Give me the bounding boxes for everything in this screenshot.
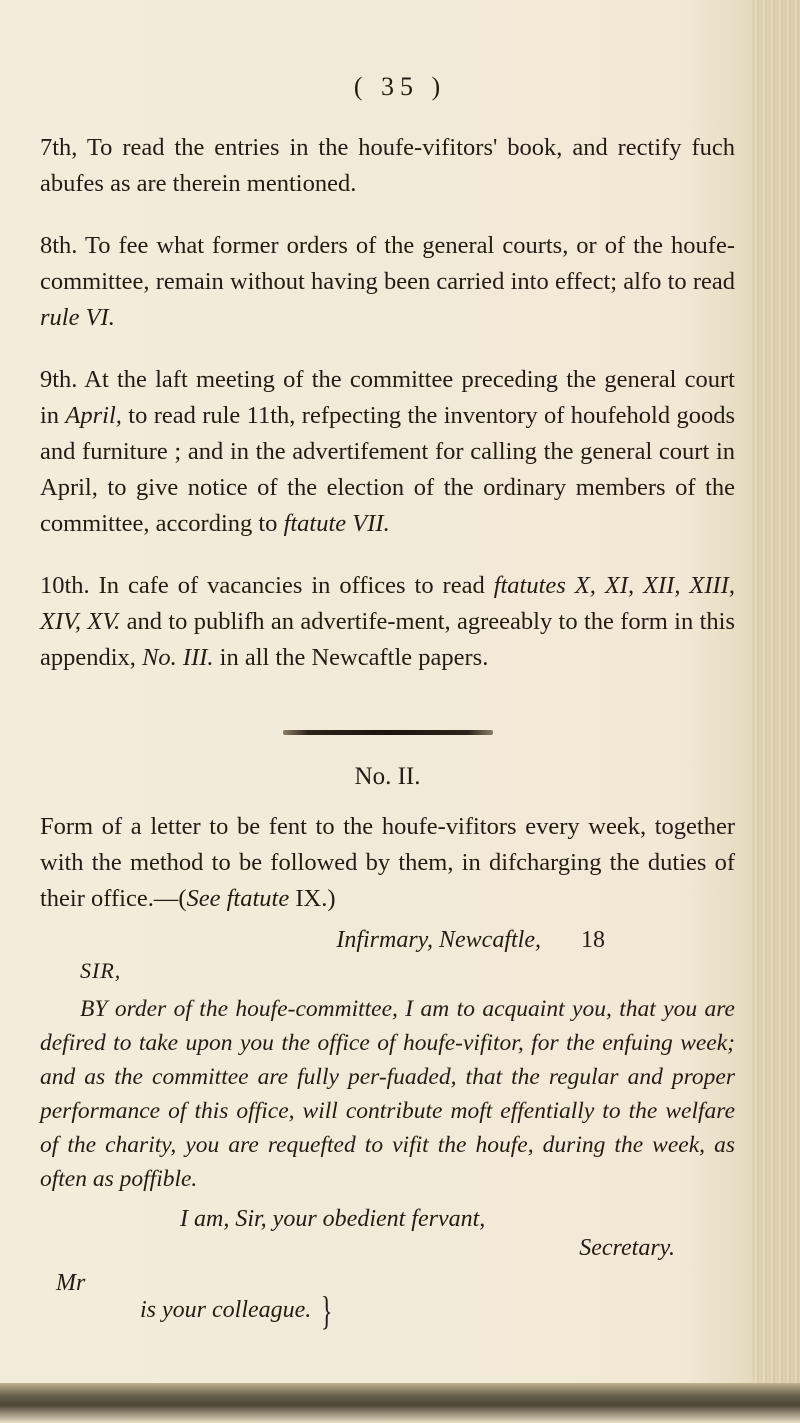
- paragraph-item-9: 9th. At the laft meeting of the committee preceding the general court in April, to read rule 11th, refpecting the inventory of houfehold goods and furniture ; and in the advertifement for calling the general court in April, to give notice of the election of the ordinary members of the committee, according to ftatute VII.: [40, 366, 735, 537]
- addressee-label: Mr: [56, 1270, 86, 1296]
- rule-reference: rule VI.: [40, 304, 115, 331]
- letter-closing: I am, Sir, your obedient fervant,: [180, 1206, 486, 1232]
- letter-dateline: Infirmary, Newcaftle, 18: [336, 927, 605, 953]
- appendix-reference: No. III.: [142, 644, 214, 671]
- colleague-line: is your colleague. }: [140, 1288, 333, 1334]
- letter-signature-title: Secretary.: [579, 1235, 675, 1261]
- form-intro: Form of a letter to be fent to the houfe-vifitors every week, together with the method to be followed by them, in difcharging the duties of their office.—(See ftatute IX.): [40, 813, 735, 912]
- statutes-reference: ftatutes X, XI, XII, XIII, XIV, XV.: [40, 572, 736, 635]
- paragraph-item-7: 7th, To read the entries in the houfe-vifitors' book, and rectify fuch abufes as are therein mentioned.: [40, 134, 735, 197]
- page-number: ( 35 ): [353, 72, 447, 101]
- dateline-year: 18: [581, 927, 605, 953]
- month-reference: April,: [65, 402, 122, 429]
- page-edge: [752, 0, 800, 1423]
- page-bottom-edge: [0, 1383, 800, 1423]
- section-divider: [283, 730, 493, 735]
- paragraph-item-10: 10th. In cafe of vacancies in offices to read ftatutes X, XI, XII, XIII, XIV, XV. and to publifh an advertife-ment, agreeably to the form in this appendix, No. III. in all the Newcaftle papers.: [40, 572, 736, 671]
- brace-icon: }: [321, 1288, 333, 1334]
- statute-reference: ftatute VII.: [283, 510, 390, 537]
- paragraph-item-8: 8th. To fee what former orders of the general courts, or of the houfe-committee, remain without having been carried into effect; alfo to read rule VI.: [40, 232, 735, 331]
- section-heading: No. II.: [354, 763, 421, 790]
- statute-see-reference: See ftatute: [186, 885, 290, 912]
- letter-body: BY order of the houfe-committee, I am to acquaint you, that you are defired to take upon you the office of houfe-vifitor, for the enfuing week; and as the committee are fully per-fuaded, that the regular and proper performance of this office, will contribute moft effentially to the welfare of the charity, you are requefted to vifit the houfe, during the week, as often as poffible.: [40, 996, 735, 1192]
- letter-salutation: SIR,: [80, 958, 122, 983]
- page-content: [40, 130, 736, 1334]
